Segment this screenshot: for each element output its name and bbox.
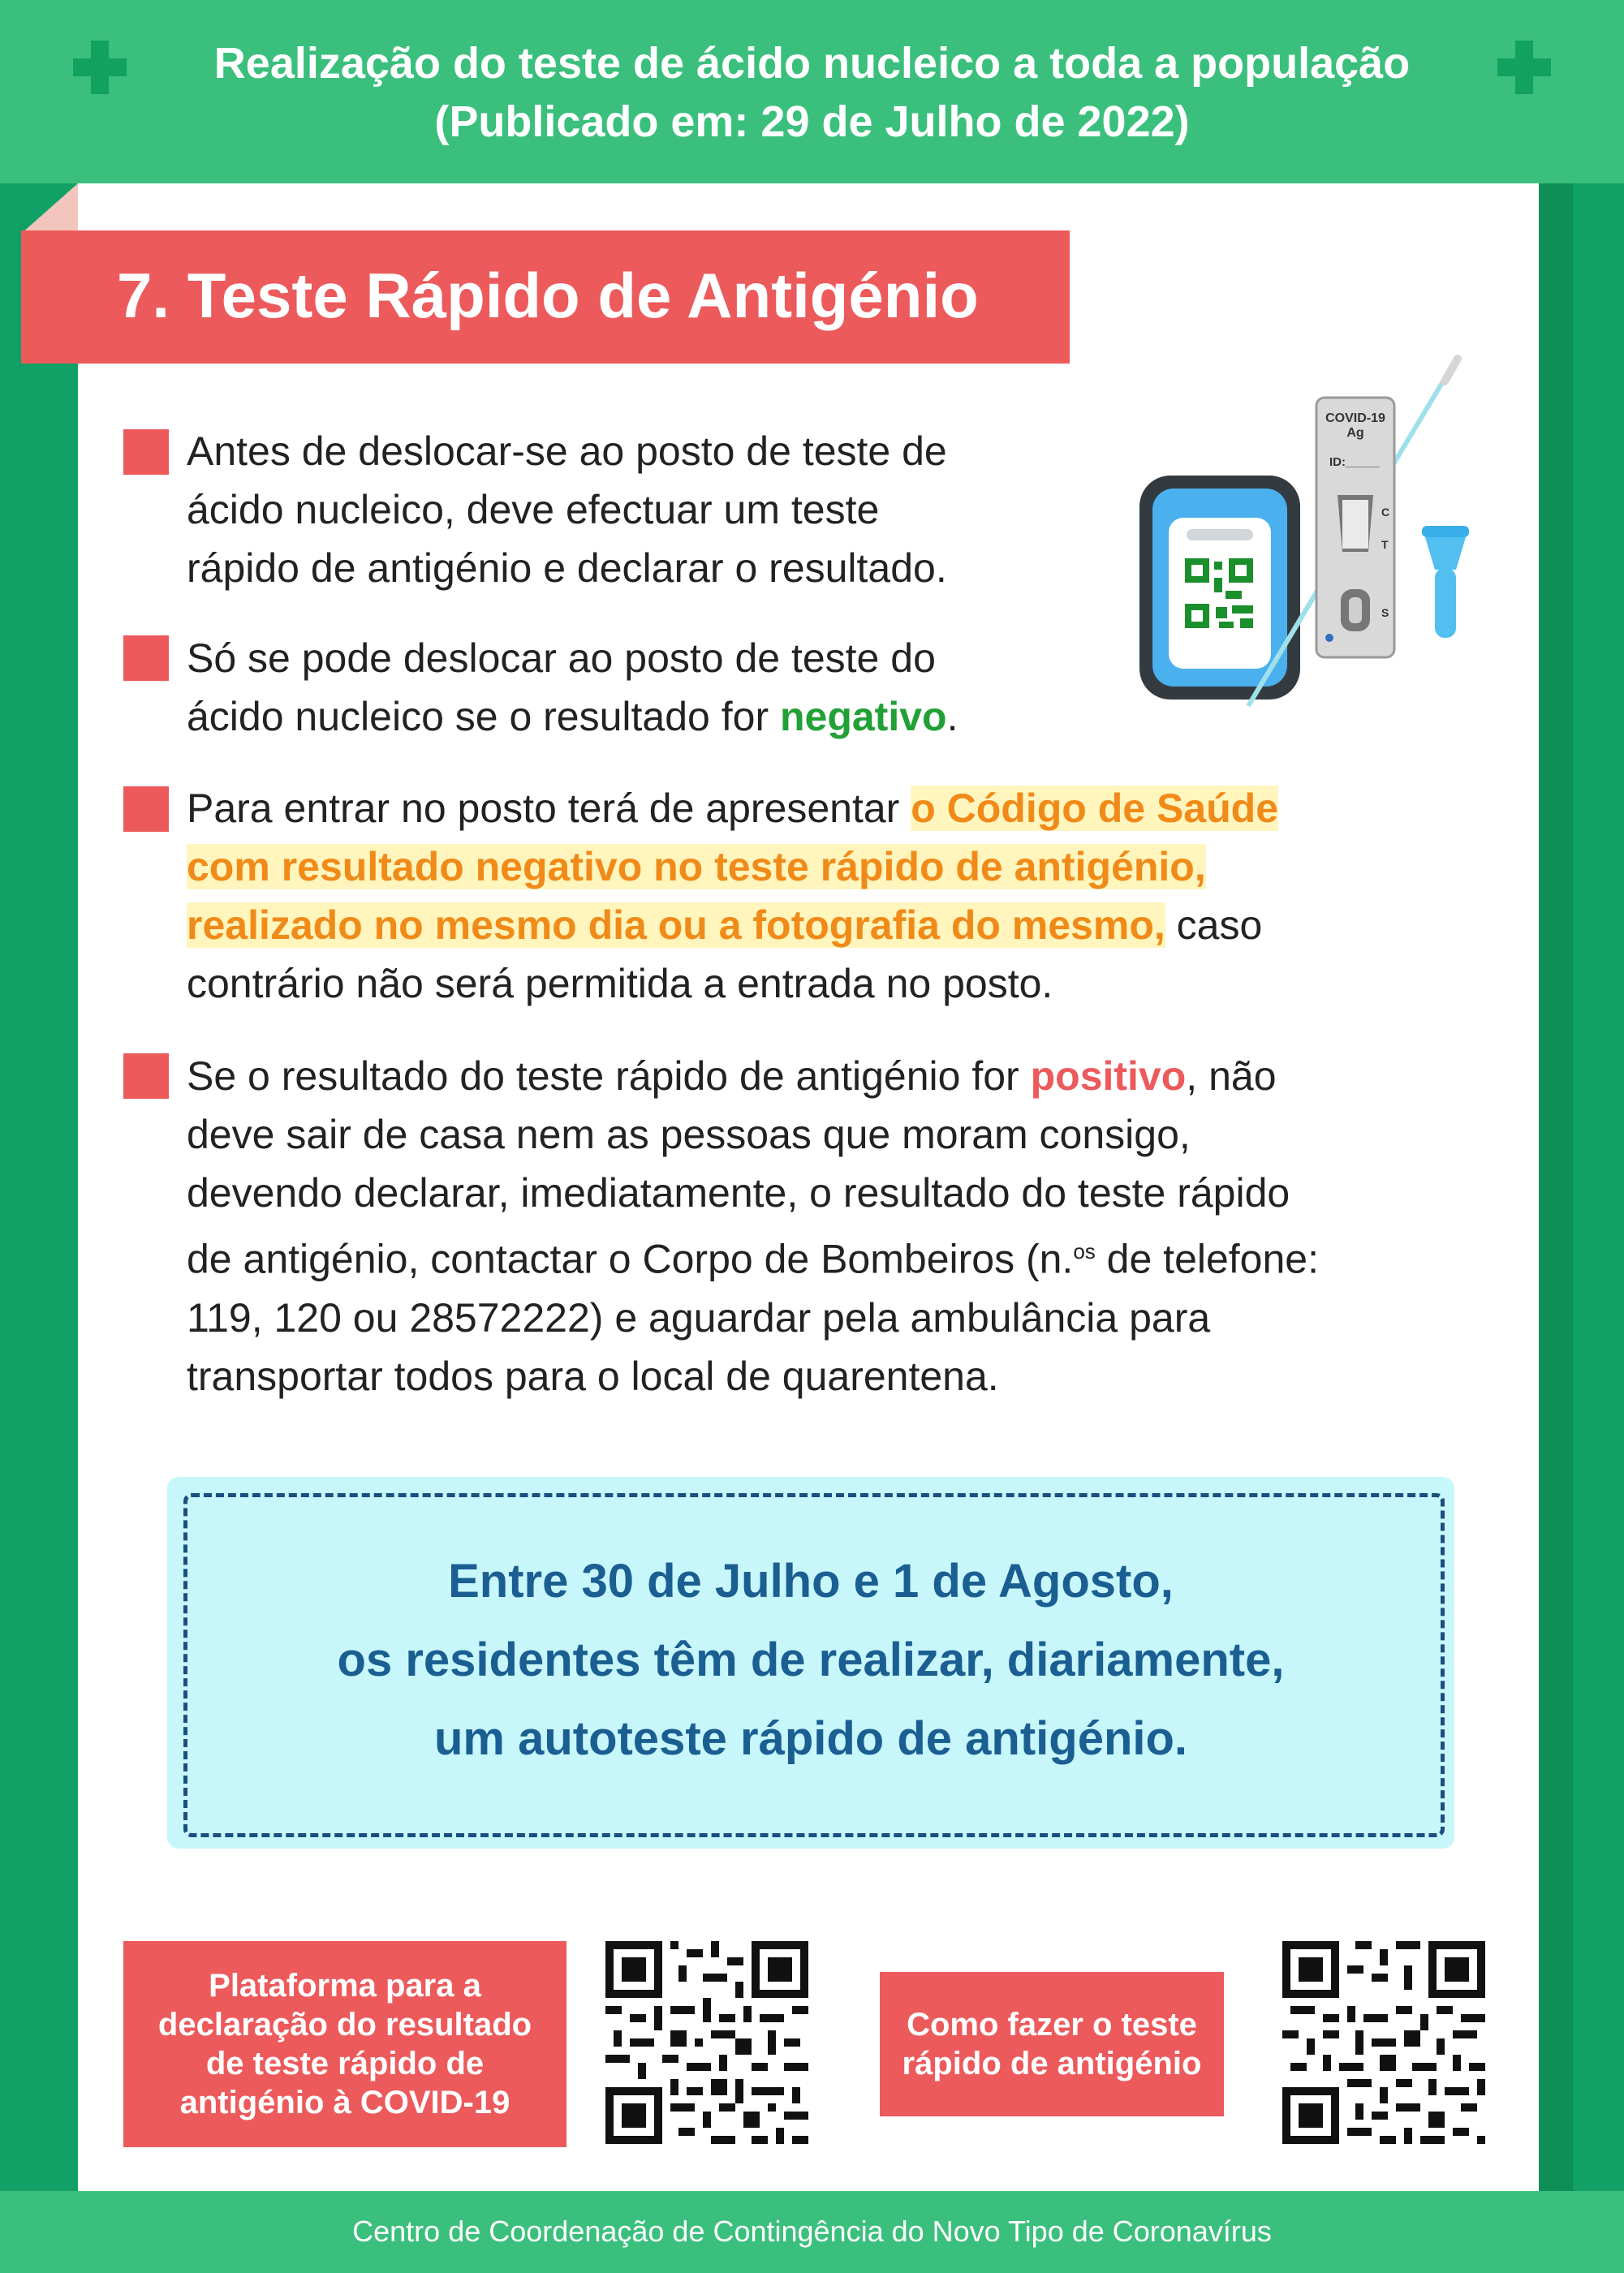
highlighted-requirement: realizado no mesmo dia ou a fotografia do mesmo, [187,902,1165,948]
instruction-line: Só se pode deslocar ao posto de teste do [187,635,936,681]
instruction-line [187,1222,1319,1289]
button-label: de teste rápido de [205,2046,485,2081]
page-fold-corner [21,183,78,234]
bullet-marker [123,429,169,475]
instruction-line: rápido de antigénio e declarar o resultado. [187,545,947,591]
text-span: caso [1165,902,1263,948]
text-span: de antigénio, contactar o Corpo de Bombeiros (n. [187,1236,1074,1282]
test-label-covid: COVID-19 [1325,411,1385,425]
text-span: , não [1186,1053,1277,1099]
instruction-line: ácido nucleico, deve efectuar um teste [187,487,880,532]
bullet-marker [123,635,169,681]
instruction-line: 119, 120 ou 28572222) e aguardar pela ambulância para [187,1294,1211,1341]
instruction-line: Antes de deslocar-se ao posto de teste de [187,428,947,474]
bullet-marker [123,1053,169,1099]
instruction-line [187,896,1278,954]
button-label: Plataforma para a [209,1968,481,2004]
button-label: declaração do resultado [157,2007,532,2043]
instruction-1 [187,422,947,597]
antigen-test-illustration [1128,349,1485,714]
test-cassette-icon [1316,398,1394,657]
section-title: 7. Teste Rápido de Antigénio [117,260,979,331]
text-span: de telefone: [1095,1236,1320,1282]
text-span: . [946,694,958,739]
text-span: Para entrar no posto terá de apresentar [187,786,911,831]
instruction-line: transportar todos para o local de quarentena. [187,1353,999,1399]
instruction-2 [187,629,958,746]
how-to-qr-code-icon[interactable] [1282,1941,1485,2144]
instruction-line: contrário não será permitida a entrada no posto. [187,961,1053,1006]
positive-keyword: positivo [1030,1053,1187,1099]
declaration-platform-button[interactable] [123,1941,566,2147]
footer-text: Centro de Coordenação de Contingência do Novo Tipo de Coronavírus [352,2215,1272,2248]
instruction-line [187,779,1278,837]
mark-c: C [1381,506,1390,519]
test-id-label: ID:_____ [1329,455,1380,469]
bullet-marker [123,786,169,832]
superscript: os [1073,1239,1096,1263]
how-to-test-button[interactable] [880,1972,1224,2116]
button-label: Como fazer o teste [907,2007,1197,2043]
declaration-qr-code-icon[interactable] [605,1941,808,2144]
button-label: antigénio à COVID-19 [179,2085,510,2120]
notice-text [167,1542,1454,1778]
instruction-line: deve sair de casa nem as pessoas que moram consigo, [187,1112,1191,1157]
instruction-3 [187,779,1278,1013]
instruction-line [187,1047,1319,1105]
dropper-tube-icon [1422,526,1469,638]
highlighted-requirement: o Código de Saúde [911,786,1279,831]
paper-shadow [1539,183,1573,2191]
title-line: Realização do teste de ácido nucleico a toda a população [213,39,1411,88]
notice-line: os residentes têm de realizar, diariamente, [337,1634,1285,1686]
mark-s: S [1381,606,1389,619]
notice-line: um autoteste rápido de antigénio. [433,1712,1188,1765]
highlighted-requirement: com resultado negativo no teste rápido de antigénio, [187,844,1206,889]
page-title [0,34,1624,151]
negative-keyword: negativo [779,694,947,739]
instruction-line [187,687,958,746]
button-label: rápido de antigénio [902,2046,1202,2081]
notice-line: Entre 30 de Julho e 1 de Agosto, [448,1555,1174,1608]
text-span: ácido nucleico se o resultado for [187,694,780,739]
publication-date: (Publicado em: 29 de Julho de 2022) [434,97,1190,146]
instruction-4 [187,1047,1319,1406]
mark-t: T [1381,538,1389,551]
text-span: Se o resultado do teste rápido de antigénio for [187,1053,1031,1099]
instruction-line: devendo declarar, imediatamente, o resultado do teste rápido [187,1170,1290,1216]
test-label-ag: Ag [1346,426,1364,440]
phone-icon [1139,476,1300,700]
instruction-line [187,837,1278,896]
